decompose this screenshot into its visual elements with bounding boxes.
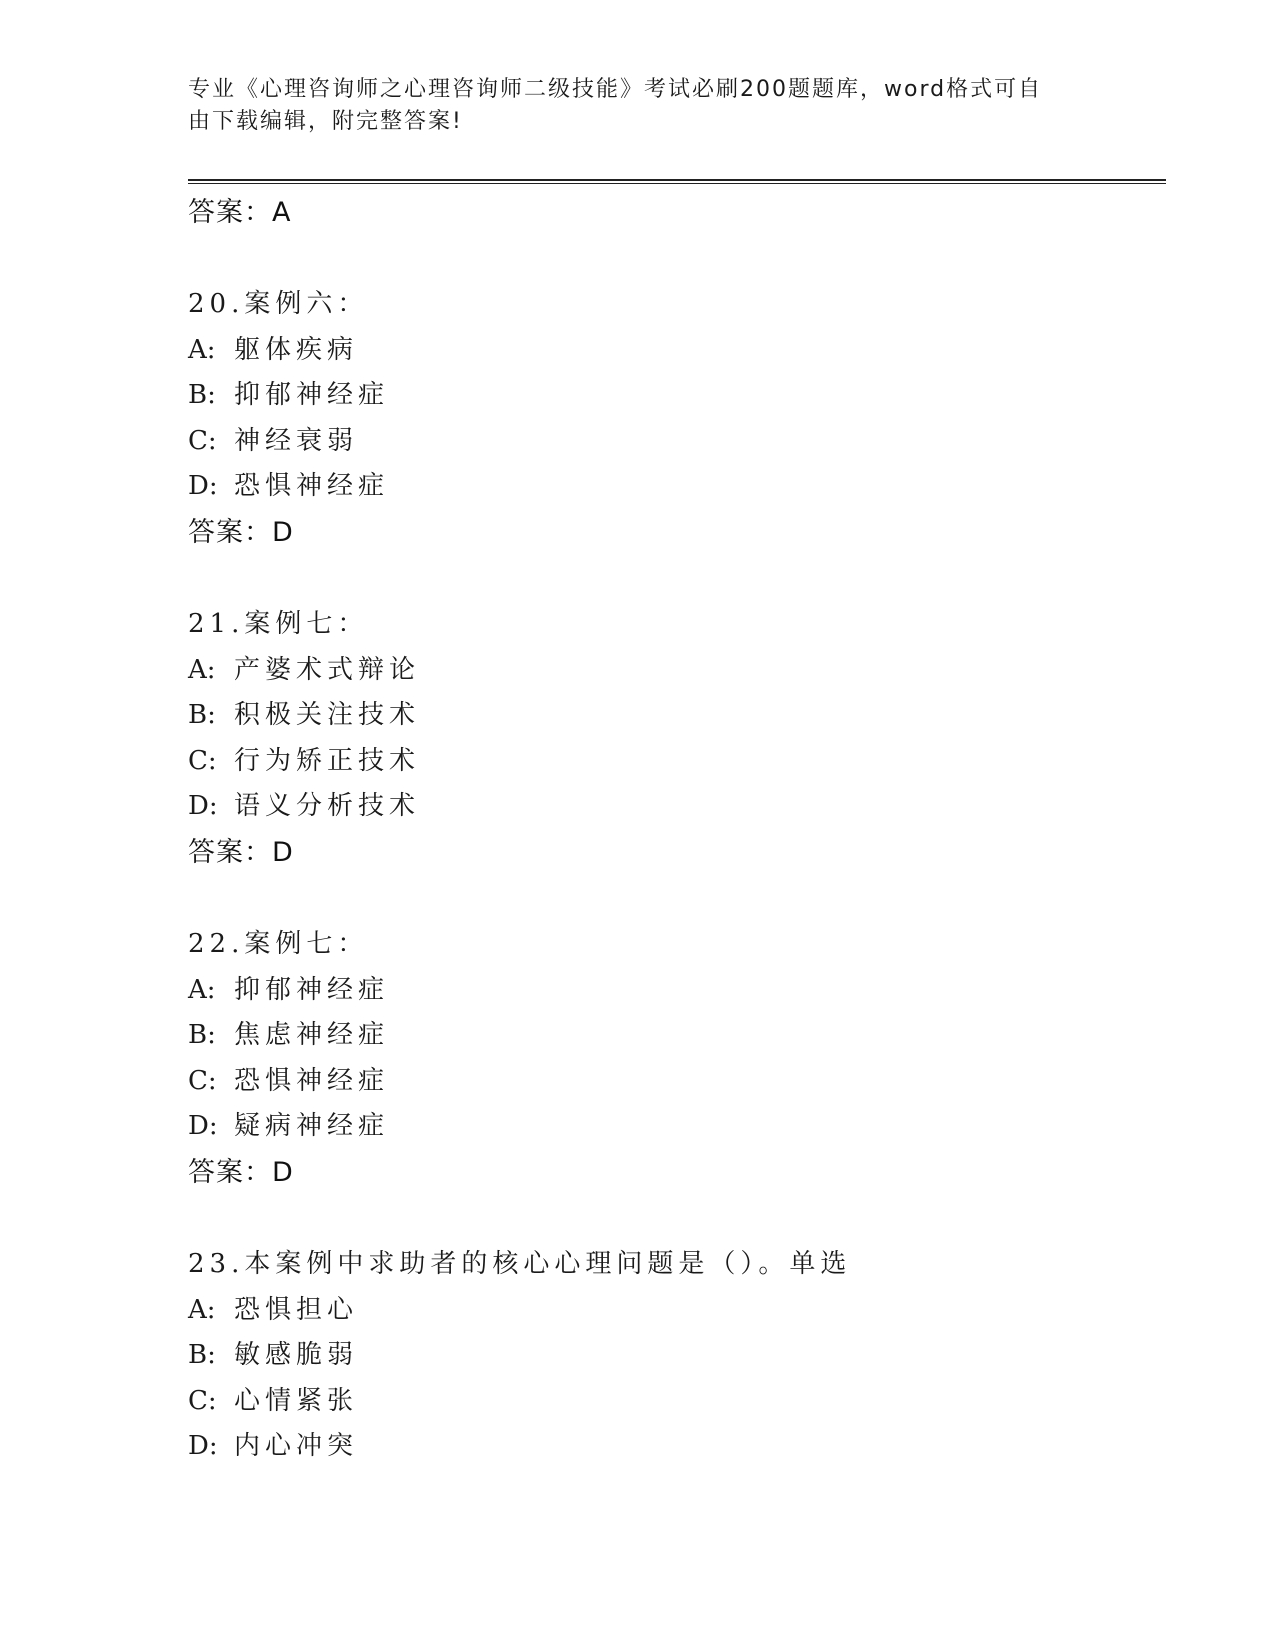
option-letter: A: — [188, 1294, 216, 1325]
spacer — [188, 1196, 1148, 1242]
option-a — [188, 328, 1148, 374]
answer-line: 答案：D — [188, 1156, 294, 1188]
option-letter: B: — [188, 1340, 216, 1371]
option-letter: D: — [188, 791, 218, 822]
option-text: 产婆术式辩论 — [234, 654, 421, 685]
option-letter: A: — [188, 654, 216, 685]
option-text: 躯体疾病 — [234, 334, 359, 365]
option-b — [188, 693, 1148, 739]
option-text: 抑郁神经症 — [234, 380, 390, 411]
option-b — [188, 1333, 1148, 1379]
option-text: 语义分析技术 — [234, 791, 421, 822]
option-letter: C: — [188, 745, 217, 776]
answer-line: 答案：D — [188, 516, 294, 548]
option-a — [188, 968, 1148, 1014]
option-letter: B: — [188, 380, 216, 411]
option-text: 抑郁神经症 — [234, 974, 390, 1005]
option-text: 神经衰弱 — [234, 425, 359, 456]
option-c — [188, 1379, 1148, 1425]
answer-line: 答案：A — [188, 197, 292, 228]
option-letter: A: — [188, 974, 216, 1005]
option-letter: D: — [188, 1431, 218, 1462]
option-text: 积极关注技术 — [234, 700, 421, 731]
spacer — [188, 556, 1148, 602]
option-text: 敏感脆弱 — [234, 1340, 359, 1371]
option-letter: C: — [188, 1385, 217, 1416]
option-b — [188, 373, 1148, 419]
option-b — [188, 1013, 1148, 1059]
option-text: 内心冲突 — [234, 1431, 359, 1462]
option-a — [188, 1288, 1148, 1334]
option-c — [188, 1059, 1148, 1105]
option-d — [188, 1104, 1148, 1150]
question-title: 22.案例七： — [188, 928, 369, 959]
option-c — [188, 419, 1148, 465]
header-line-1: 专业《心理咨询师之心理咨询师二级技能》考试必刷200题题库，word格式可自 — [188, 77, 1043, 102]
option-text: 疑病神经症 — [234, 1111, 390, 1142]
option-text: 恐惧神经症 — [234, 1065, 390, 1096]
option-letter: D: — [188, 1111, 218, 1142]
option-text: 恐惧担心 — [234, 1294, 359, 1325]
option-letter: D: — [188, 471, 218, 502]
question-title: 20.案例六： — [188, 289, 369, 319]
option-letter: C: — [188, 425, 217, 456]
option-d — [188, 784, 1148, 830]
header-divider — [188, 179, 1166, 184]
option-letter: B: — [188, 700, 216, 731]
option-a — [188, 648, 1148, 694]
option-text: 心情紧张 — [234, 1385, 359, 1416]
option-letter: A: — [188, 334, 216, 365]
option-c — [188, 739, 1148, 785]
answer-line: 答案：D — [188, 836, 294, 868]
spacer — [188, 876, 1148, 922]
header-line-2: 由下载编辑，附完整答案! — [188, 109, 463, 134]
option-d — [188, 1424, 1148, 1470]
option-d — [188, 464, 1148, 510]
option-text: 行为矫正技术 — [234, 745, 421, 776]
question-title: 23.本案例中求助者的核心心理问题是（）。单选 — [188, 1248, 852, 1279]
document-header — [188, 74, 1068, 138]
option-letter: C: — [188, 1065, 217, 1096]
option-text: 焦虑神经症 — [234, 1020, 390, 1051]
option-letter: B: — [188, 1020, 216, 1051]
option-text: 恐惧神经症 — [234, 471, 390, 502]
question-list — [188, 190, 1148, 1470]
spacer — [188, 236, 1148, 282]
question-title: 21.案例七： — [188, 608, 369, 639]
